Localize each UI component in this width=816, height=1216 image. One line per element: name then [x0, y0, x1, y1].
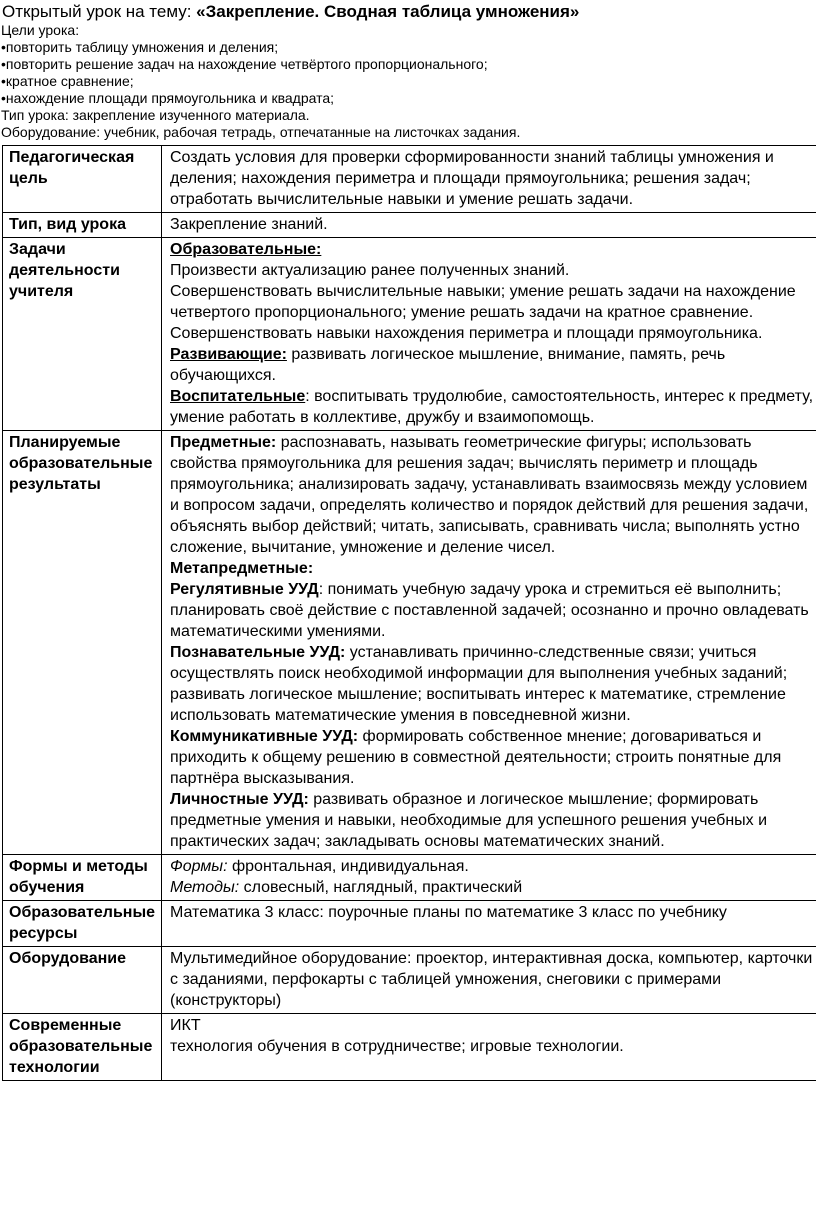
- row-label-goal: Педагогическая цель: [3, 146, 162, 213]
- table-row: [3, 947, 816, 1014]
- reg-paragraph: [170, 579, 814, 642]
- meta-heading: Метапредметные:: [170, 560, 314, 577]
- row-label-resources: Образовательные ресурсы: [3, 901, 162, 947]
- subject-text: распознавать, называть геометрические фигуры; использовать свойства прямоугольника для решения задач; вычислять периметр и площадь прямоугольника; анализировать задачу, устанавливать взаимосвязь между условием и вопросом задачи, определять количество и порядок действий для решения задачи, объяснять выбор действий; читать, записывать, сравнивать числа; выполнять устно сложение, вычитание, умножение и деление чисел.: [170, 434, 809, 556]
- forms-text: фронтальная, индивидуальная.: [227, 858, 469, 875]
- lesson-type-line: Тип урока: закрепление изученного материала.: [1, 107, 310, 123]
- tech-line: технология обучения в сотрудничестве; игровые технологии.: [170, 1038, 624, 1055]
- goal-item: •повторить решение задач на нахождение четвёртого пропорционального;: [1, 56, 488, 72]
- table-row: [3, 238, 816, 431]
- cog-text: устанавливать причинно-следственные связи; учиться осуществлять поиск необходимой информации для выполнения учебных заданий; развивать логическое мышление; воспитывать интерес к математике, стремление использовать математические умения в повседневной жизни.: [170, 644, 788, 724]
- methods-text: словесный, наглядный, практический: [239, 879, 523, 896]
- upb-heading: Воспитательные: [170, 388, 306, 405]
- com-heading: Коммуникативные УУД:: [170, 728, 359, 745]
- table-row: [3, 901, 816, 947]
- forms-paragraph: [170, 856, 814, 877]
- goals-heading: Цели урока:: [1, 22, 80, 38]
- edu-line: Совершенствовать вычислительные навыки; умение решать задачи на нахождение четвертого пропорционального; умение решать задачи на кратное сравнение.: [170, 283, 796, 321]
- equipment-line: Оборудование: учебник, рабочая тетрадь, отпечатанные на листочках задания.: [1, 124, 521, 140]
- lesson-header: [0, 0, 816, 141]
- upb-paragraph: [170, 386, 814, 428]
- goal-item: •нахождение площади прямоугольника и квадрата;: [1, 90, 335, 106]
- lesson-title: [2, 2, 816, 22]
- edu-heading: Образовательные:: [170, 241, 322, 258]
- table-row: [3, 1014, 816, 1081]
- upb-text: : воспитывать трудолюбие, самостоятельность, интерес к предмету, умение работать в коллективе, дружбу и взаимопомощь.: [170, 388, 814, 426]
- table-row: [3, 431, 816, 855]
- goal-text: Создать условия для проверки сформированности знаний таблицы умножения и деления; нахождения периметра и площади прямоугольника; решения задач; отработать вычислительные навыки и умение решать задачи.: [162, 146, 816, 213]
- dev-heading: Развивающие:: [170, 346, 287, 363]
- table-row: [3, 855, 816, 901]
- row-label-equipment: Оборудование: [3, 947, 162, 1014]
- technologies-cell: [162, 1014, 816, 1081]
- goal-item: •повторить таблицу умножения и деления;: [1, 39, 279, 55]
- table-row: [3, 213, 816, 238]
- row-label-forms: Формы и методы обучения: [3, 855, 162, 901]
- dev-paragraph: [170, 344, 814, 386]
- tech-line: ИКТ: [170, 1017, 201, 1034]
- row-label-technologies: Современные образовательные технологии: [3, 1014, 162, 1081]
- dev-text: развивать логическое мышление, внимание, память, речь обучающихся.: [170, 346, 726, 384]
- methods-heading: Методы:: [170, 879, 240, 896]
- per-paragraph: [170, 789, 814, 852]
- table-row: [3, 146, 816, 213]
- title-label: Открытый урок на тему:: [2, 2, 197, 21]
- forms-cell: [162, 855, 816, 901]
- methods-paragraph: [170, 877, 814, 898]
- row-label-tasks: Задачи деятельности учителя: [3, 238, 162, 431]
- row-label-type: Тип, вид урока: [3, 213, 162, 238]
- edu-line: Совершенствовать навыки нахождения периметра и площади прямоугольника.: [170, 325, 763, 342]
- com-text: формировать собственное мнение; договариваться и приходить к общему решению в совместной деятельности; строить понятные для партнёра высказывания.: [170, 728, 782, 787]
- equipment-text: Мультимедийное оборудование: проектор, интерактивная доска, компьютер, карточки с заданиями, перфокарты с таблицей умножения, снеговики с примерами (конструкторы): [162, 947, 816, 1014]
- cog-paragraph: [170, 642, 814, 726]
- title-topic: «Закрепление. Сводная таблица умножения»: [196, 2, 580, 21]
- lesson-plan-table: [2, 145, 816, 1081]
- results-cell: [162, 431, 816, 855]
- per-heading: Личностные УУД:: [170, 791, 309, 808]
- subject-paragraph: [170, 432, 814, 558]
- tasks-cell: [162, 238, 816, 431]
- edu-line: Произвести актуализацию ранее полученных знаний.: [170, 262, 570, 279]
- row-label-results: [3, 431, 162, 855]
- per-text: развивать образное и логическое мышление; формировать предметные умения и навыки, необходимые для успешного решения учебных и практических задач; закладывать основы математических знаний.: [170, 791, 768, 850]
- results-label: Планируемые образовательные результаты: [9, 434, 153, 493]
- subject-heading: Предметные:: [170, 434, 277, 451]
- cog-heading: Познавательные УУД:: [170, 644, 346, 661]
- reg-text: : понимать учебную задачу урока и стремиться её выполнить; планировать своё действие с поставленной задачей; осознанно и прочно овладевать математическими умениями.: [170, 581, 809, 640]
- reg-heading: Регулятивные УУД: [170, 581, 319, 598]
- resources-text: Математика 3 класс: поурочные планы по математике 3 класс по учебнику: [162, 901, 816, 947]
- com-paragraph: [170, 726, 814, 789]
- goal-item: •кратное сравнение;: [1, 73, 134, 89]
- type-text: Закрепление знаний.: [162, 213, 816, 238]
- forms-heading: Формы:: [170, 858, 228, 875]
